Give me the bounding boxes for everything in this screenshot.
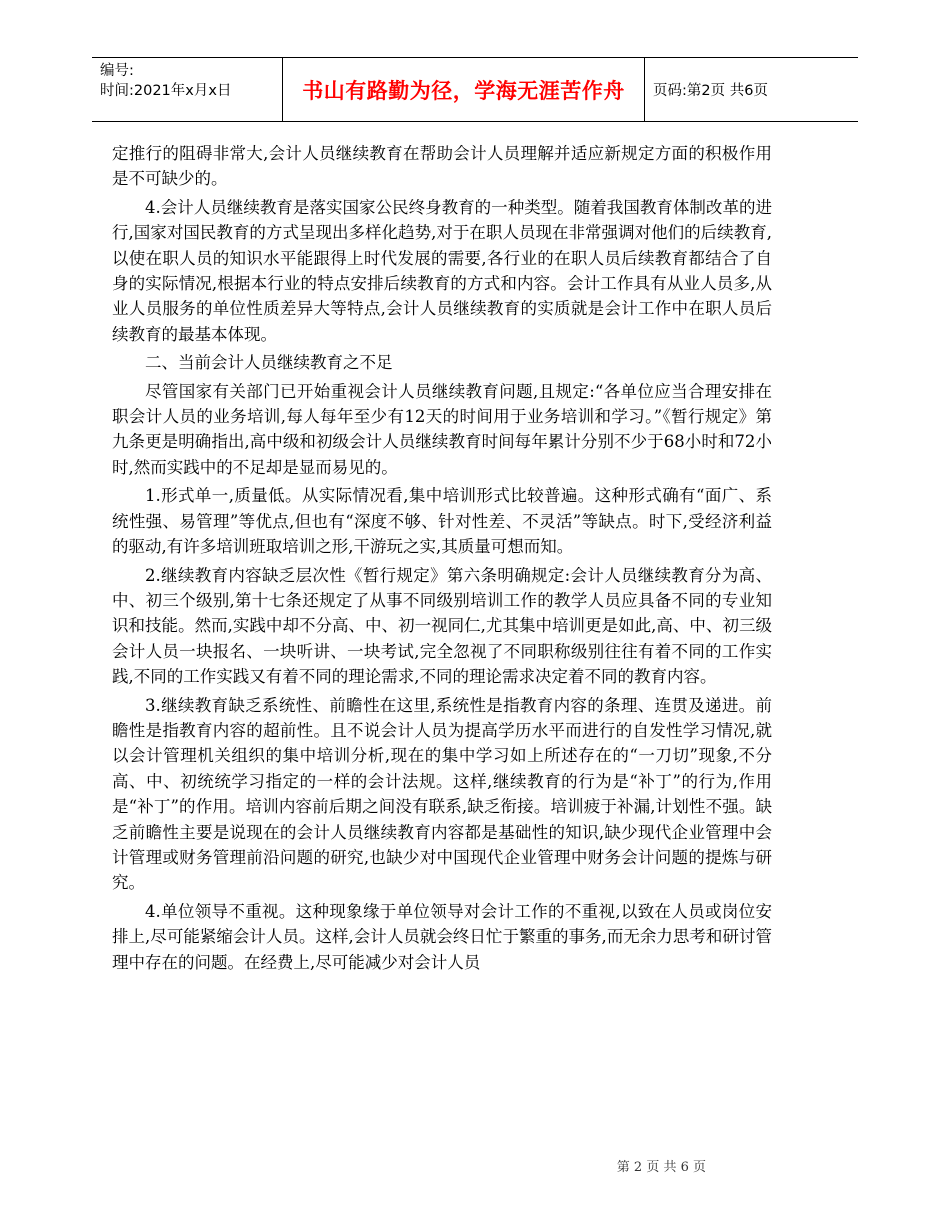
date-label: 时间:2021年x月x日 bbox=[100, 83, 232, 99]
paragraph: 3.继续教育缺乏系统性、前瞻性在这里,系统性是指教育内容的条理、连贯及递进。前瞻性是指教育内容的超前性。且不说会计人员为提高学历水平而进行的自发性学习情况,就以会计管理机关组织的集中培训分析,现在的集中学习如上所述存在的“一刀切”现象,不分高、中、初统统学习指定的一样的会计法规。这样,继续教育的行为是“补丁”的行为,作用是“补丁”的作用。培训内容前后期之间没有联系,缺乏衔接。培训疲于补漏,计划性不强。缺乏前瞻性主要是说现在的会计人员继续教育内容都是基础性的知识,缺少现代企业管理中会计管理或财务管理前沿问题的研究,也缺少对中国现代企业管理中财务会计问题的提炼与研究。 bbox=[112, 695, 772, 893]
serial-number-label: 编号: bbox=[100, 63, 134, 79]
paragraph: 1.形式单一,质量低。从实际情况看,集中培训形式比较普遍。这种形式确有“面广、系统性强、易管理”等优点,但也有“深度不够、针对性差、不灵活”等缺点。时下,受经济利益的驱动,有许多培训班取培训之形,干游玩之实,其质量可想而知。 bbox=[112, 486, 772, 557]
header-page-info: 页码:第2页 共6页 bbox=[653, 83, 768, 99]
page-footer: 第 2 页 共 6 页 bbox=[616, 1160, 706, 1175]
paragraph: 尽管国家有关部门已开始重视会计人员继续教育问题,且规定:“各单位应当合理安排在职会计人员的业务培训,每人每年至少有12天的时间用于业务培训和学习。”《暂行规定》第九条更是明确指出,高中级和初级会计人员继续教育时间每年累计分别不少于68小时和72小时,然而实践中的不足却是显而易见的。 bbox=[112, 381, 772, 477]
page-header bbox=[92, 57, 858, 122]
paragraph: 2.继续教育内容缺乏层次性《暂行规定》第六条明确规定:会计人员继续教育分为高、中、初三个级别,第十七条还规定了从事不同级别培训工作的教学人员应具备不同的专业知识和技能。然而,实践中却不分高、中、初一视同仁,尤其集中培训更是如此,高、中、初三级会计人员一块报名、一块听讲、一块考试,完全忽视了不同职称级别往往有着不同的工作实践,不同的工作实践又有着不同的理论需求,不同的理论需求决定着不同的教育内容。 bbox=[112, 565, 772, 687]
header-motto: 书山有路勤为径，学海无涯苦作舟 bbox=[282, 58, 645, 121]
header-meta bbox=[92, 58, 282, 121]
document-body bbox=[112, 141, 772, 978]
paragraph: 4.会计人员继续教育是落实国家公民终身教育的一种类型。随着我国教育体制改革的进行,国家对国民教育的方式呈现出多样化趋势,对于在职人员现在非常强调对他们的后续教育,以使在职人员的知识水平能跟得上时代发展的需要,各行业的在职人员后续教育都结合了自身的实际情况,根据本行业的特点安排后续教育的方式和内容。会计工作具有从业人员多,从业人员服务的单位性质差异大等特点,会计人员继续教育的实质就是会计工作中在职人员后续教育的最基本体现。 bbox=[112, 197, 772, 344]
paragraph-continuation: 定推行的阻碍非常大,会计人员继续教育在帮助会计人员理解并适应新规定方面的积极作用是不可缺少的。 bbox=[112, 144, 772, 189]
paragraph: 4.单位领导不重视。这种现象缘于单位领导对会计工作的不重视,以致在人员或岗位安排上,尽可能紧缩会计人员。这样,会计人员就会终日忙于繁重的事务,而无余力思考和研讨管理中存在的问题。在经费上,尽可能减少对会计人员 bbox=[112, 901, 772, 972]
section-heading: 二、当前会计人员继续教育之不足 bbox=[145, 353, 393, 373]
